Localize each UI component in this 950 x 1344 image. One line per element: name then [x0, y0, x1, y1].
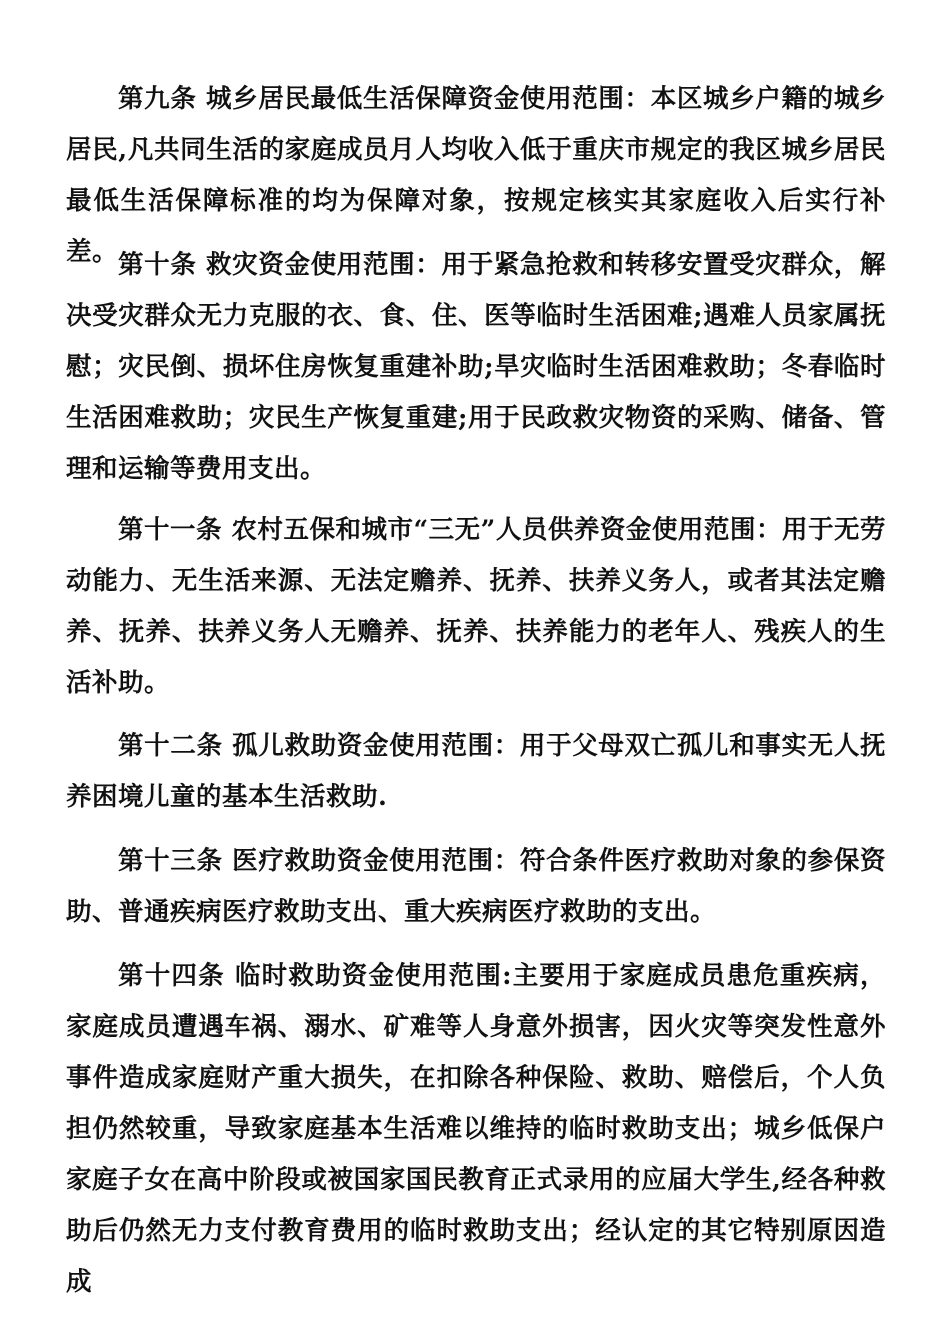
article-12-paragraph: 第十二条 孤儿救助资金使用范围：用于父母双亡孤儿和事实无人抚养困境儿童的基本生活救助. — [66, 731, 886, 812]
article-10-paragraph: 第十条 救灾资金使用范围：用于紧急抢救和转移安置受灾群众，解决受灾群众无力克服的衣、食、住、医等临时生活困难;遇难人员家属抚慰；灾民倒、损坏住房恢复重建补助;旱灾临时生活困难救助；冬春临时生活困难救助；灾民生产恢复重建;用于民政救灾物资的采购、储备、管理和运输等费用支出。 — [66, 250, 886, 484]
article-13-paragraph: 第十三条 医疗救助资金使用范围：符合条件医疗救助对象的参保资助、普通疾病医疗救助支出、重大疾病医疗救助的支出。 — [66, 846, 886, 927]
article-14-paragraph: 第十四条 临时救助资金使用范围:主要用于家庭成员患危重疾病，家庭成员遭遇车祸、溺水、矿难等人身意外损害，因火灾等突发性意外事件造成家庭财产重大损失，在扣除各种保险、救助、赔偿后，个人负担仍然较重，导致家庭基本生活难以维持的临时救助支出；城乡低保户家庭子女在高中阶段或被国家国民教育正式录用的应届大学生,经各种救助后仍然无力支付教育费用的临时救助支出；经认定的其它特别原因造成 — [66, 961, 886, 1297]
article-11-paragraph: 第十一条 农村五保和城市“三无”人员供养资金使用范围：用于无劳动能力、无生活来源、无法定赡养、抚养、扶养义务人，或者其法定赡养、抚养、扶养义务人无赡养、抚养、扶养能力的老年人、残疾人的生活补助。 — [66, 515, 886, 698]
article-9-paragraph: 第九条 城乡居民最低生活保障资金使用范围：本区城乡户籍的城乡居民,凡共同生活的家庭成员月人均收入低于重庆市规定的我区城乡居民最低生活保障标准的均为保障对象，按规定核实其家庭收入后实行补差。 — [66, 84, 886, 267]
